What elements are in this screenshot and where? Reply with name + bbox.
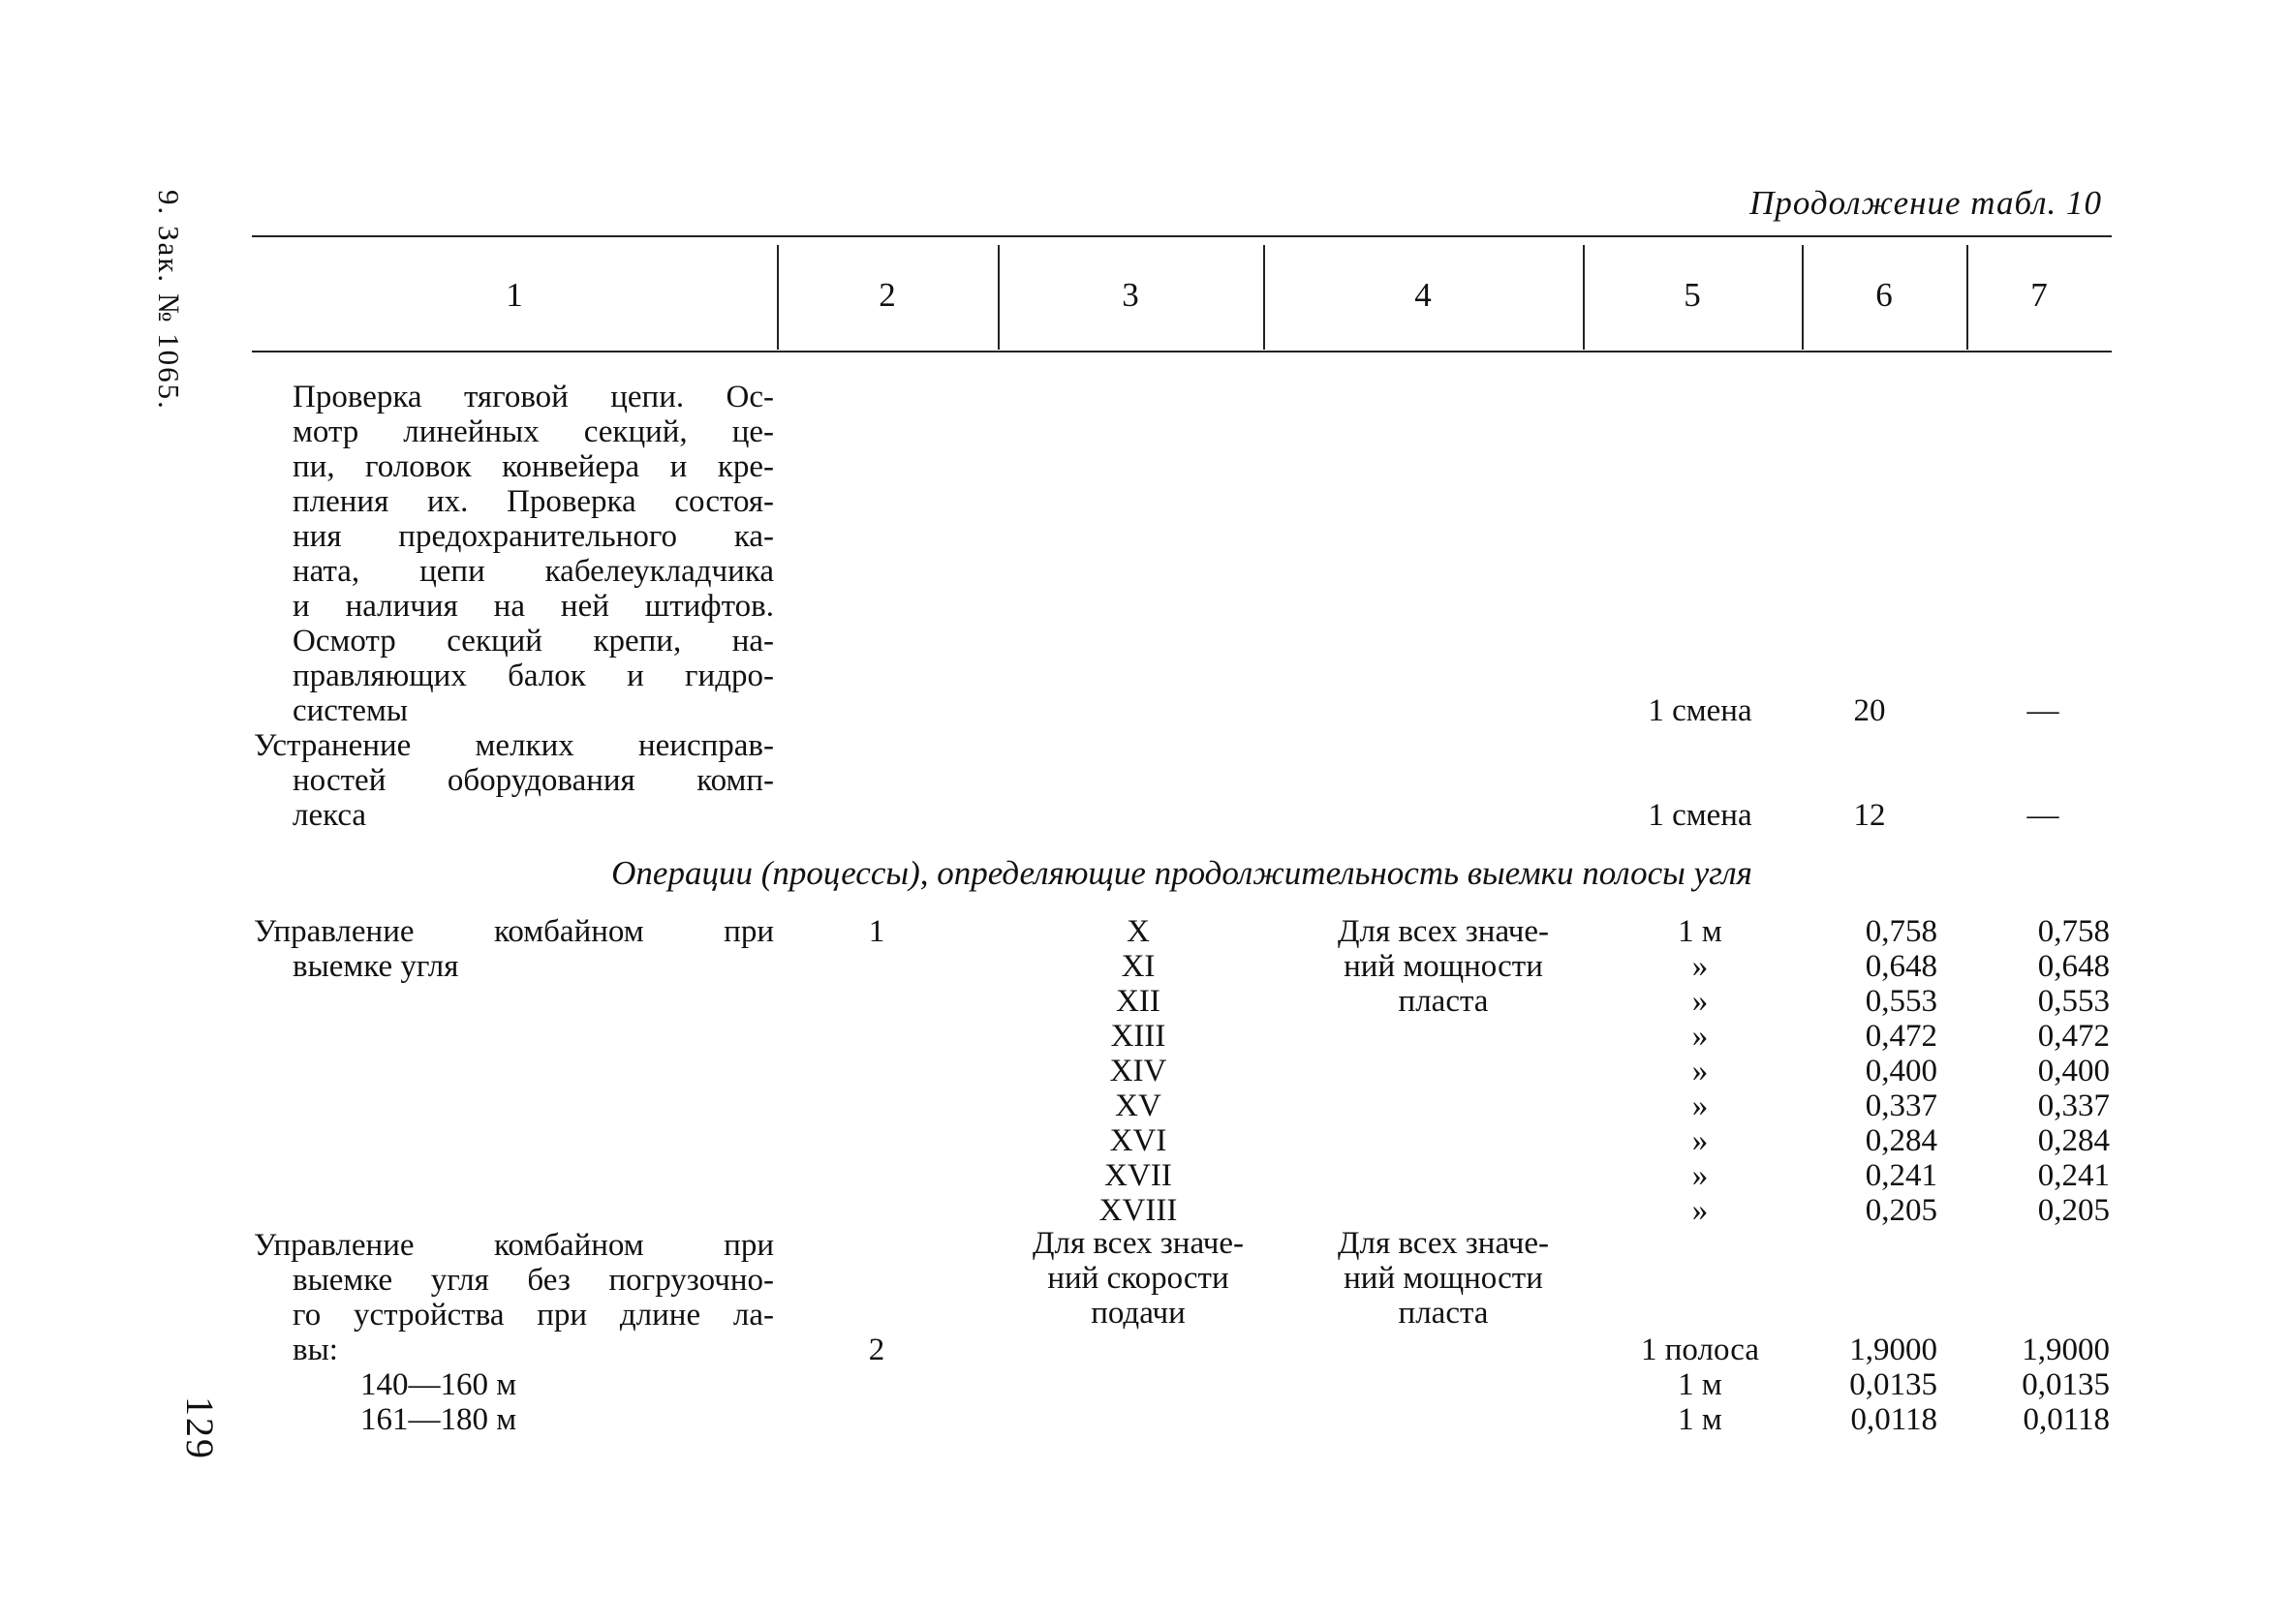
unit-cell: » bbox=[1691, 949, 1709, 984]
value-cell: 0,205 bbox=[1865, 1193, 1937, 1228]
description-line: Управление комбайном при bbox=[254, 1228, 774, 1263]
description-line: ностей оборудования комп- bbox=[293, 763, 774, 798]
description-line: ния предохранительного ка- bbox=[293, 519, 774, 554]
value-cell: 0,648 bbox=[1865, 949, 1937, 984]
value-cell: 20 bbox=[1853, 693, 1886, 728]
description-line: выемке угля без погрузочно- bbox=[293, 1263, 774, 1298]
note-line: Для всех значе- bbox=[1337, 1226, 1550, 1261]
unit-cell: » bbox=[1691, 1054, 1709, 1088]
description-line: го устройства при длине ла- bbox=[293, 1298, 774, 1333]
operation-description bbox=[293, 380, 774, 728]
value-cell: 1,9000 bbox=[2022, 1333, 2110, 1367]
unit-cell: 1 м bbox=[1678, 1402, 1722, 1437]
unit-cell: 1 полоса bbox=[1641, 1333, 1759, 1367]
column-header: 4 bbox=[1414, 276, 1432, 314]
header-top-rule bbox=[252, 235, 2112, 237]
description-line: вы: bbox=[293, 1333, 338, 1367]
category-cell: XVI bbox=[1109, 1123, 1167, 1158]
unit-cell: » bbox=[1691, 1019, 1709, 1054]
unit-cell: » bbox=[1691, 984, 1709, 1019]
note-line: ний мощности bbox=[1344, 1261, 1543, 1296]
note-line: ний мощности bbox=[1344, 949, 1543, 984]
applicability-note bbox=[1288, 1226, 1598, 1331]
note-line: Для всех значе- bbox=[1032, 1226, 1245, 1261]
value-cell: 0,758 bbox=[1865, 914, 1937, 949]
value-cell: 0,241 bbox=[1865, 1158, 1937, 1193]
category-cell: X bbox=[1127, 914, 1150, 949]
value-cell: 0,553 bbox=[1865, 984, 1937, 1019]
operation-description bbox=[254, 728, 774, 833]
column-header: 2 bbox=[879, 276, 896, 314]
column-header: 7 bbox=[2030, 276, 2048, 314]
value-cell: — bbox=[2026, 798, 2059, 833]
value-cell: 0,241 bbox=[2037, 1158, 2110, 1193]
section-title: Операции (процессы), определяющие продолжительность выемки полосы угля bbox=[611, 854, 1752, 892]
column-header: 1 bbox=[506, 276, 523, 314]
value-cell: 0,758 bbox=[2037, 914, 2110, 949]
unit-cell: 1 смена bbox=[1648, 693, 1752, 728]
value-cell: 0,337 bbox=[1865, 1088, 1937, 1123]
value-cell: — bbox=[2026, 693, 2059, 728]
description-line: выемке угля bbox=[293, 949, 459, 984]
category-cell: XI bbox=[1121, 949, 1156, 984]
value-cell: 0,337 bbox=[2037, 1088, 2110, 1123]
category-cell: XIV bbox=[1109, 1054, 1167, 1088]
operation-description bbox=[254, 914, 774, 984]
category-cell: XV bbox=[1115, 1088, 1161, 1123]
length-range: 140—160 м bbox=[360, 1367, 517, 1402]
value-cell: 0,205 bbox=[2037, 1193, 2110, 1228]
category-cell: XIII bbox=[1110, 1019, 1166, 1054]
column-header: 3 bbox=[1122, 276, 1139, 314]
group-number: 1 bbox=[868, 914, 885, 949]
value-cell: 0,648 bbox=[2037, 949, 2110, 984]
note-line: пласта bbox=[1398, 984, 1489, 1019]
unit-cell: » bbox=[1691, 1158, 1709, 1193]
applicability-note bbox=[1288, 914, 1598, 1019]
note-line: пласта bbox=[1398, 1296, 1489, 1331]
description-line: пи, головок конвейера и кре- bbox=[293, 449, 774, 484]
value-cell: 12 bbox=[1853, 798, 1886, 833]
unit-cell: 1 смена bbox=[1648, 798, 1752, 833]
value-cell: 0,472 bbox=[2037, 1019, 2110, 1054]
description-line: Осмотр секций крепи, на- bbox=[293, 624, 774, 659]
value-cell: 1,9000 bbox=[1849, 1333, 1937, 1367]
value-cell: 0,284 bbox=[2037, 1123, 2110, 1158]
note-line: ний скорости bbox=[1047, 1261, 1229, 1296]
value-cell: 0,400 bbox=[2037, 1054, 2110, 1088]
category-cell: XVII bbox=[1104, 1158, 1172, 1193]
value-cell: 0,0118 bbox=[2023, 1402, 2110, 1437]
unit-cell: » bbox=[1691, 1123, 1709, 1158]
length-range: 161—180 м bbox=[360, 1402, 517, 1437]
table-caption: Продолжение табл. 10 bbox=[1749, 184, 2102, 222]
unit-cell: 1 м bbox=[1678, 1367, 1722, 1402]
value-cell: 0,472 bbox=[1865, 1019, 1937, 1054]
value-cell: 0,284 bbox=[1865, 1123, 1937, 1158]
category-cell: XVIII bbox=[1098, 1193, 1178, 1228]
description-line: правляющих балок и гидро- bbox=[293, 659, 774, 693]
page-number: 129 bbox=[178, 1396, 222, 1460]
order-reference: 9. Зак. № 1065. bbox=[152, 190, 186, 411]
applicability-note bbox=[998, 1226, 1279, 1331]
description-line: лекса bbox=[293, 798, 367, 833]
header-bottom-rule bbox=[252, 351, 2112, 352]
description-line: и наличия на ней штифтов. bbox=[293, 589, 774, 624]
value-cell: 0,0118 bbox=[1850, 1402, 1937, 1437]
description-line: Проверка тяговой цепи. Ос- bbox=[293, 380, 774, 414]
operation-description bbox=[254, 1228, 774, 1437]
value-cell: 0,400 bbox=[1865, 1054, 1937, 1088]
unit-cell: 1 м bbox=[1678, 914, 1722, 949]
column-header: 6 bbox=[1875, 276, 1893, 314]
value-cell: 0,553 bbox=[2037, 984, 2110, 1019]
value-cell: 0,0135 bbox=[2022, 1367, 2110, 1402]
value-cell: 0,0135 bbox=[1849, 1367, 1937, 1402]
category-cell: XII bbox=[1116, 984, 1160, 1019]
description-line: Управление комбайном при bbox=[254, 914, 774, 949]
note-line: Для всех значе- bbox=[1337, 914, 1550, 949]
unit-cell: » bbox=[1691, 1088, 1709, 1123]
description-line: Устранение мелких неисправ- bbox=[254, 728, 774, 763]
column-header: 5 bbox=[1684, 276, 1701, 314]
description-line: пления их. Проверка состоя- bbox=[293, 484, 774, 519]
group-number: 2 bbox=[868, 1333, 885, 1367]
description-line: ната, цепи кабелеукладчика bbox=[293, 554, 774, 589]
description-line: системы bbox=[293, 693, 409, 728]
description-line: мотр линейных секций, це- bbox=[293, 414, 774, 449]
unit-cell: » bbox=[1691, 1193, 1709, 1228]
note-line: подачи bbox=[1091, 1296, 1186, 1331]
